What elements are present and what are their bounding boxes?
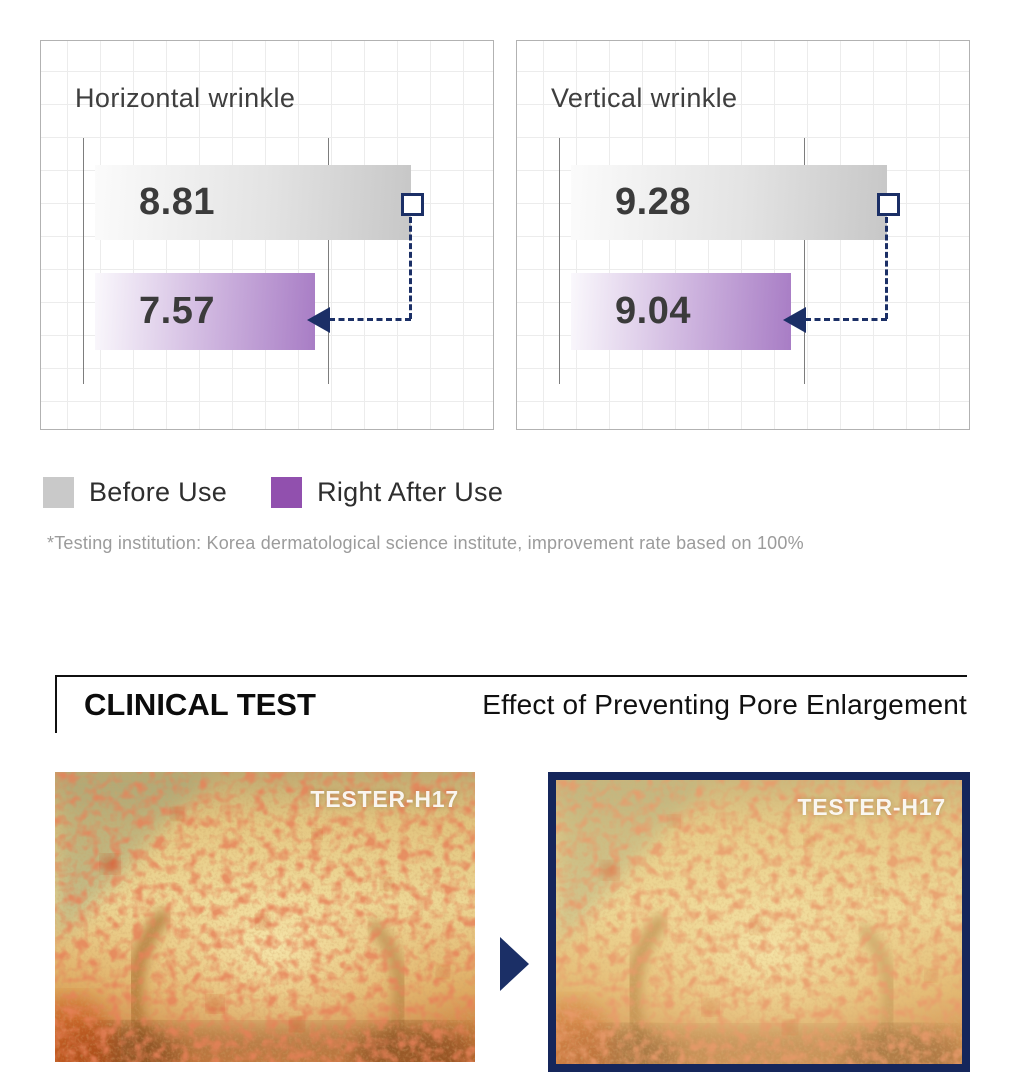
connector-square-marker — [877, 193, 900, 216]
connector-arrowhead-icon — [783, 307, 806, 333]
axis-line-left — [559, 138, 560, 384]
tester-id-label: TESTER-H17 — [797, 794, 946, 820]
bar-value-before: 9.28 — [615, 181, 691, 223]
legend-label-right-after-use: Right After Use — [317, 477, 504, 507]
bar-value-after: 9.04 — [615, 290, 691, 332]
legend-swatch-right-after-use — [271, 477, 302, 508]
bar-value-before: 8.81 — [139, 181, 215, 223]
chart-panel-horizontal-wrinkle — [40, 40, 494, 430]
connector-square-marker — [401, 193, 424, 216]
bar-right-after-use — [95, 273, 315, 350]
legend-swatch-before-use — [43, 477, 74, 508]
tester-id-label: TESTER-H17 — [310, 786, 459, 812]
bar-before-use — [95, 165, 411, 240]
chart-title: Vertical wrinkle — [551, 83, 738, 113]
axis-line-left — [83, 138, 84, 384]
clinical-test-heading: CLINICAL TEST — [84, 687, 316, 722]
bar-right-after-use — [571, 273, 791, 350]
chart-legend — [43, 477, 503, 508]
connector-dashed-horizontal — [805, 318, 887, 321]
connector-dashed-horizontal — [329, 318, 411, 321]
skin-photo-image — [55, 772, 475, 1062]
connector-dashed-vertical — [885, 217, 888, 319]
after-photo — [548, 772, 970, 1072]
chart-panel-vertical-wrinkle — [516, 40, 970, 430]
charts-row — [40, 40, 970, 430]
clinical-test-header — [55, 675, 967, 733]
clinical-test-subheading: Effect of Preventing Pore Enlargement — [482, 689, 967, 720]
before-photo — [55, 772, 475, 1062]
chart-title: Horizontal wrinkle — [75, 83, 296, 113]
connector-arrowhead-icon — [307, 307, 330, 333]
bar-before-use — [571, 165, 887, 240]
legend-label-before-use: Before Use — [89, 477, 228, 507]
connector-dashed-vertical — [409, 217, 412, 319]
bar-value-after: 7.57 — [139, 290, 215, 332]
testing-institution-footnote: *Testing institution: Korea dermatological science institute, improvement rate based on 100% — [47, 533, 804, 553]
skin-photo-image — [556, 780, 962, 1064]
next-arrow-icon — [500, 937, 529, 991]
